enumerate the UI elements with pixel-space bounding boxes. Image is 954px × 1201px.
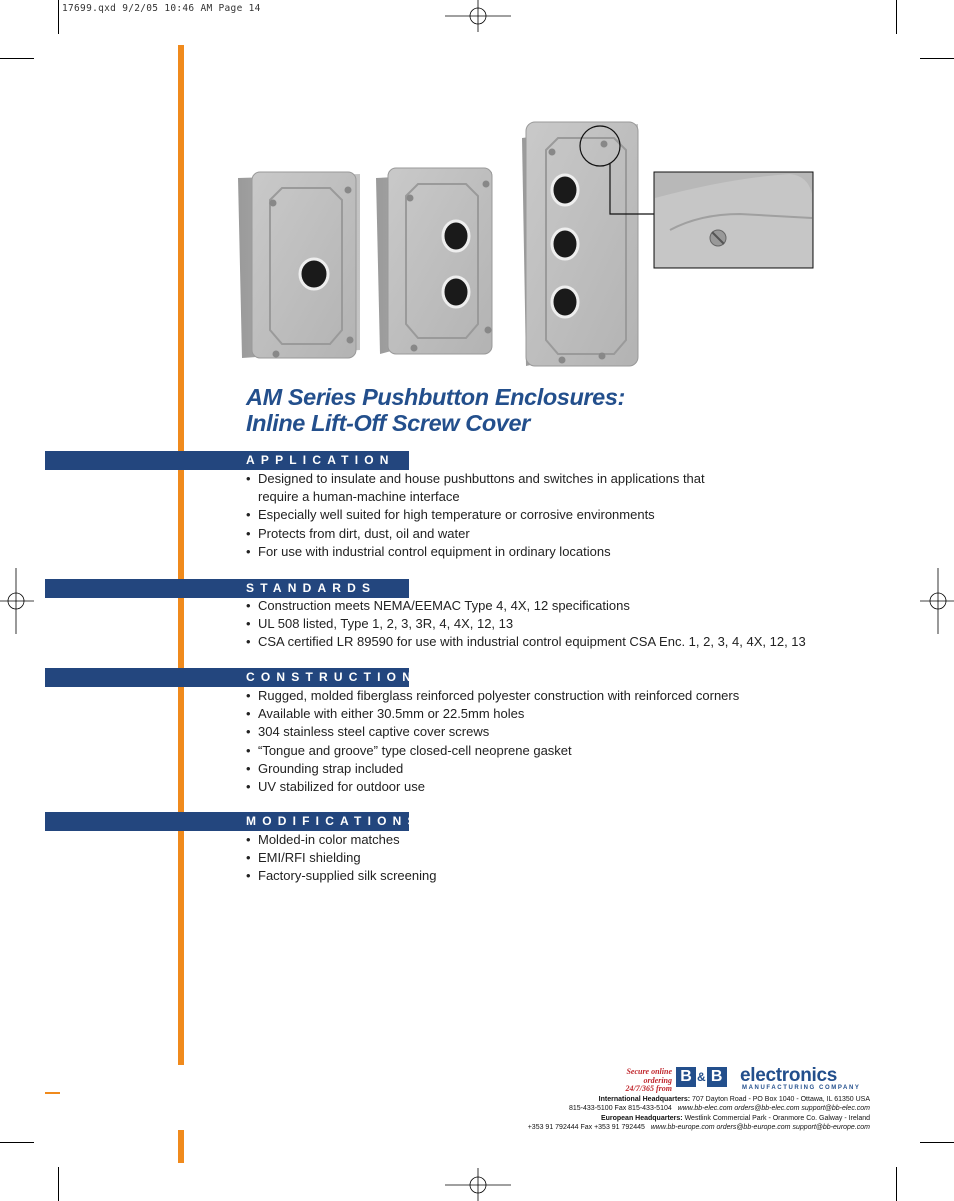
intl-web-links[interactable]: www.bb-elec.com orders@bb-elec.com support@bb-elec.com: [677, 1105, 870, 1112]
secure-ordering-tagline: Secure online ordering 24/7/365 from: [625, 1067, 672, 1094]
list-item: • “Tongue and groove” type closed-cell neoprene gasket: [246, 742, 806, 760]
construction-list: [246, 687, 806, 796]
list-item: • 304 stainless steel captive cover screws: [246, 723, 806, 741]
list-item: • For use with industrial control equipment in ordinary locations: [246, 543, 726, 561]
application-list: [246, 470, 726, 561]
list-item: • Rugged, molded fiberglass reinforced polyester construction with reinforced corners: [246, 687, 806, 705]
logo-company-name: electronics: [740, 1065, 838, 1086]
section-label-modifications: MODIFICATIONS: [246, 814, 422, 828]
intl-hq-contact: 815-433-5100 Fax 815-433-5104 www.bb-elec.com orders@bb-elec.com support@bb-elec.com: [569, 1105, 870, 1112]
standards-list: [246, 597, 846, 652]
modifications-list: [246, 831, 806, 886]
list-item: • Protects from dirt, dust, oil and water: [246, 525, 726, 543]
page-title: [246, 384, 625, 436]
enclosure-product-photo: [230, 118, 820, 370]
orange-accent-tick: [45, 1092, 60, 1094]
logo-b-right: B: [707, 1067, 727, 1087]
list-item: • Designed to insulate and house pushbuttons and switches in applications that require a human-machine interface: [246, 470, 726, 506]
list-item: • Especially well suited for high temperature or corrosive environments: [246, 506, 726, 524]
logo-company-subtitle: MANUFACTURING COMPANY: [742, 1085, 861, 1091]
registration-mark-icon: [445, 1168, 511, 1201]
section-label-construction: CONSTRUCTION: [246, 670, 418, 684]
enclosure-one-hole: [238, 172, 360, 358]
list-item: • EMI/RFI shielding: [246, 849, 806, 867]
enclosure-two-hole: [376, 168, 492, 354]
list-item: • Grounding strap included: [246, 760, 806, 778]
section-label-application: APPLICATION: [246, 453, 395, 467]
orange-accent-bar-bottom: [178, 1130, 184, 1163]
registration-mark-icon: [0, 568, 34, 634]
orange-accent-bar: [178, 45, 184, 1065]
page-title-line2: Inline Lift-Off Screw Cover: [246, 410, 530, 436]
list-item: • Factory-supplied silk screening: [246, 867, 806, 885]
eu-web-links[interactable]: www.bb-europe.com orders@bb-europe.com support@bb-europe.com: [650, 1124, 870, 1131]
section-label-standards: STANDARDS: [246, 581, 377, 595]
registration-mark-icon: [445, 0, 511, 34]
logo-b-left: B: [676, 1067, 696, 1087]
eu-hq-contact: +353 91 792444 Fax +353 91 792445 www.bb-europe.com orders@bb-europe.com support@bb-europe.com: [527, 1124, 870, 1131]
list-item: • Construction meets NEMA/EEMAC Type 4, 4X, 12 specifications: [246, 597, 846, 615]
list-item: • Molded-in color matches: [246, 831, 806, 849]
bb-logo-icon: [676, 1067, 872, 1093]
screw-detail-inset: [654, 172, 813, 268]
list-item: • UL 508 listed, Type 1, 2, 3, 3R, 4, 4X, 12, 13: [246, 615, 846, 633]
intl-hq-address: International Headquarters: 707 Dayton Road - PO Box 1040 - Ottawa, IL 61350 USA: [598, 1096, 870, 1103]
list-item: • UV stabilized for outdoor use: [246, 778, 806, 796]
enclosure-three-hole: [522, 122, 638, 366]
registration-mark-icon: [920, 568, 954, 634]
page-title-line1: AM Series Pushbutton Enclosures:: [246, 384, 625, 410]
file-slug: 17699.qxd 9/2/05 10:46 AM Page 14: [62, 3, 261, 14]
list-item: • Available with either 30.5mm or 22.5mm holes: [246, 705, 806, 723]
list-item: • CSA certified LR 89590 for use with industrial control equipment CSA Enc. 1, 2, 3, 4, 4X, 12, 13: [246, 633, 846, 651]
eu-hq-address: European Headquarters: Westlink Commercial Park - Oranmore Co. Galway - Ireland: [600, 1115, 870, 1122]
logo-ampersand: &: [697, 1070, 706, 1084]
